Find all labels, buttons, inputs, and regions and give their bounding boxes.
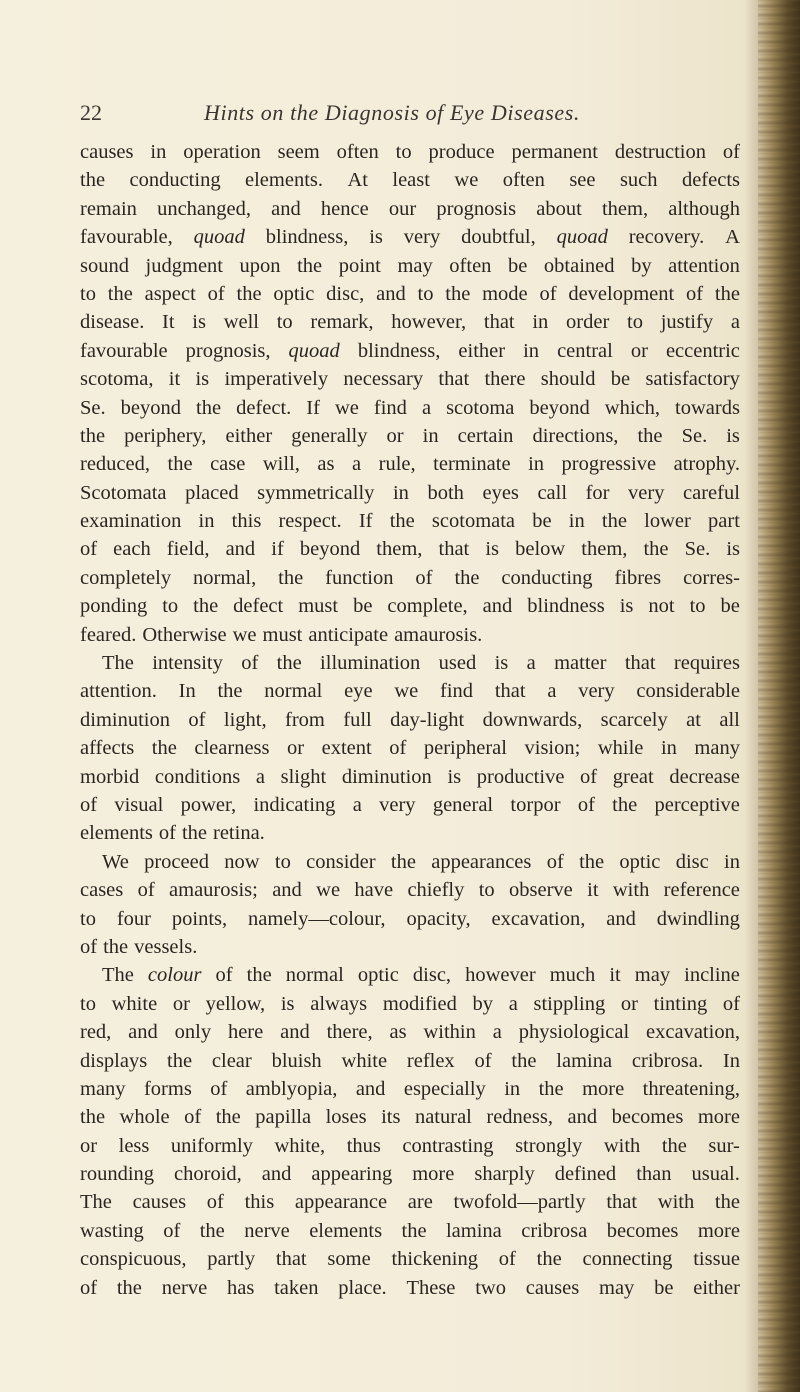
text-line: conspicuous, partly that some thickening of the connecting tissue	[80, 1248, 740, 1271]
text-line: displays the clear bluish white reflex of the lamina cribrosa. In	[80, 1049, 740, 1072]
body-text	[80, 138, 740, 1302]
text-line: elements of the retina.	[80, 822, 265, 845]
text-line: the periphery, either generally or in certain directions, the Se. is	[80, 424, 740, 447]
text-line: attention. In the normal eye we find that a very considerable	[80, 680, 740, 703]
text-line: rounding choroid, and appearing more sharply defined than usual.	[80, 1163, 740, 1186]
text-line: disease. It is well to remark, however, that in order to justify a	[80, 311, 740, 334]
text-line: the conducting elements. At least we often see such defects	[80, 169, 740, 192]
text-line: remain unchanged, and hence our prognosis about them, although	[80, 197, 740, 220]
text-line: many forms of amblyopia, and especially in the more threatening,	[80, 1077, 740, 1100]
text-line: the whole of the papilla loses its natural redness, and becomes more	[80, 1106, 740, 1129]
text-line: feared. Otherwise we must anticipate amaurosis.	[80, 623, 483, 646]
text-line: red, and only here and there, as within a physiological excavation,	[80, 1021, 740, 1044]
text-line: favourable, quoad blindness, is very doubtful, quoad recovery. A	[80, 226, 740, 249]
text-line: The colour of the normal optic disc, however much it may incline	[102, 964, 740, 987]
text-line: ponding to the defect must be complete, and blindness is not to be	[80, 595, 740, 618]
text-line: completely normal, the function of the conducting fibres corres-	[80, 566, 740, 589]
text-line: Se. beyond the defect. If we find a scotoma beyond which, towards	[80, 396, 740, 419]
text-line: of the nerve has taken place. These two causes may be either	[80, 1276, 740, 1299]
text-line: of each field, and if beyond them, that is below them, the Se. is	[80, 538, 740, 561]
text-line: favourable prognosis, quoad blindness, either in central or eccentric	[80, 339, 740, 362]
text-line: of the vessels.	[80, 935, 198, 958]
page-number: 22	[80, 100, 102, 125]
text-line: to the aspect of the optic disc, and to the mode of development of the	[80, 282, 740, 305]
text-line: diminution of light, from full day-light downwards, scarcely at all	[80, 708, 740, 731]
text-line: scotoma, it is imperatively necessary that there should be satisfactory	[80, 368, 740, 391]
text-line: or less uniformly white, thus contrasting strongly with the sur-	[80, 1134, 740, 1157]
text-line: causes in operation seem often to produce permanent destruction of	[80, 141, 740, 163]
text-line: reduced, the case will, as a rule, terminate in progressive atrophy.	[80, 453, 740, 476]
text-line: Scotomata placed symmetrically in both eyes call for very careful	[80, 481, 740, 504]
page-edge	[758, 0, 800, 1392]
page-header	[80, 100, 750, 130]
text-line: The causes of this appearance are twofold—partly that with the	[80, 1191, 740, 1214]
text-line: of visual power, indicating a very general torpor of the perceptive	[80, 793, 740, 816]
text-line: We proceed now to consider the appearances of the optic disc in	[102, 850, 740, 873]
gutter-shadow	[744, 0, 758, 1392]
text-line: to four points, namely—colour, opacity, excavation, and dwindling	[80, 907, 740, 930]
text-line: examination in this respect. If the scotomata be in the lower part	[80, 510, 740, 533]
text-line: cases of amaurosis; and we have chiefly to observe it with reference	[80, 879, 740, 902]
running-title: Hints on the Diagnosis of Eye Diseases.	[204, 100, 580, 125]
text-line: to white or yellow, is always modified by a stippling or tinting of	[80, 992, 740, 1015]
text-line: morbid conditions a slight diminution is productive of great decrease	[80, 765, 740, 788]
text-line: The intensity of the illumination used is a matter that requires	[102, 652, 740, 675]
text-line: affects the clearness or extent of peripheral vision; while in many	[80, 737, 740, 760]
text-line: wasting of the nerve elements the lamina cribrosa becomes more	[80, 1219, 740, 1242]
text-line: sound judgment upon the point may often be obtained by attention	[80, 254, 740, 277]
